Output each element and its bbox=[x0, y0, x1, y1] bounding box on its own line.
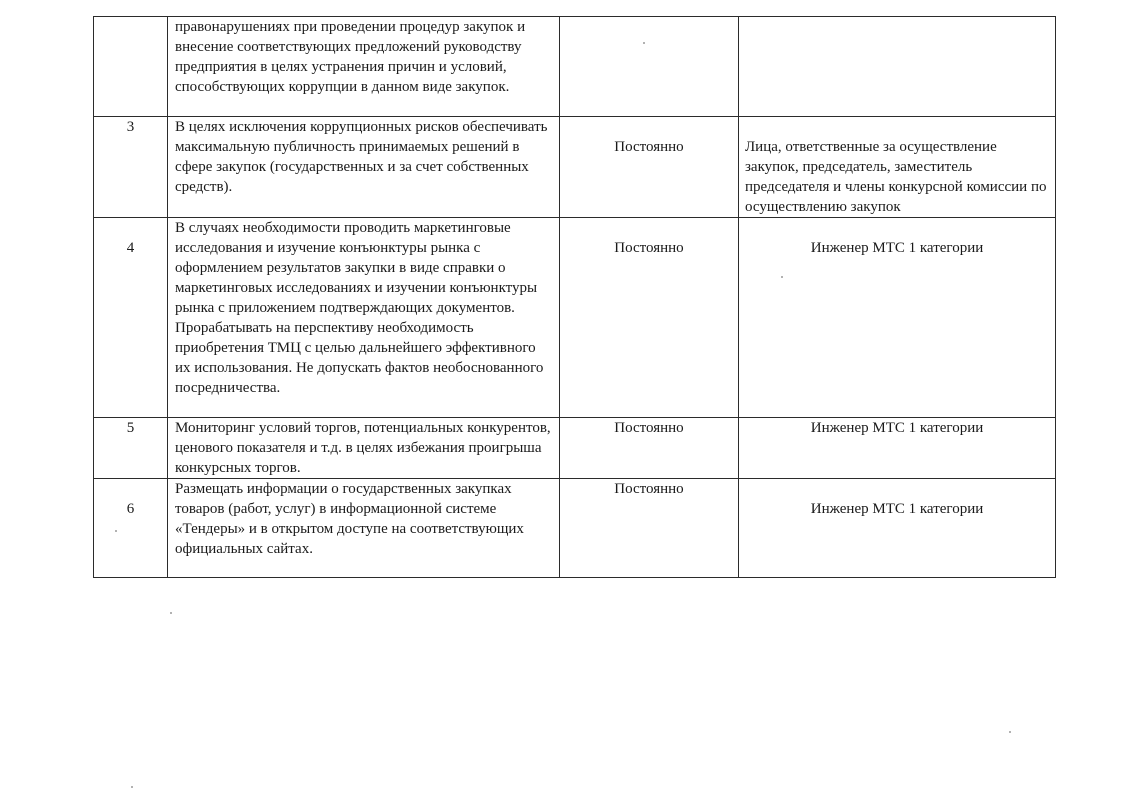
term-text: Постоянно bbox=[614, 420, 684, 436]
term-text: Постоянно bbox=[614, 240, 684, 256]
term-cell bbox=[560, 17, 739, 117]
scan-speck bbox=[170, 612, 172, 614]
responsible-cell bbox=[739, 17, 1056, 117]
scan-speck bbox=[131, 786, 133, 788]
term-cell bbox=[560, 479, 739, 578]
responsible-text: Инженер МТС 1 категории bbox=[810, 420, 984, 436]
measure-description-cell bbox=[168, 479, 560, 578]
table-row bbox=[94, 479, 1056, 578]
measure-description-cell bbox=[168, 117, 560, 218]
term-text: Постоянно bbox=[614, 481, 684, 497]
responsible-text: Лица, ответственные за осуществление закупок, председатель, заместитель председателя и члены конкурсной комиссии по осуществлению закупок bbox=[745, 139, 1047, 215]
scan-speck bbox=[1009, 731, 1011, 733]
responsible-text: Инженер МТС 1 категории bbox=[810, 501, 984, 517]
measure-description-cell bbox=[168, 17, 560, 117]
measure-description: Размещать информации о государственных закупках товаров (работ, услуг) в информационной системе «Тендеры» и в открытом доступе на соответствующих официальных сайтах. bbox=[175, 481, 524, 557]
term-text: Постоянно bbox=[614, 139, 684, 155]
responsible-cell bbox=[739, 418, 1056, 479]
row-number-cell bbox=[94, 117, 168, 218]
row-number: 5 bbox=[126, 420, 135, 436]
row-number-cell bbox=[94, 17, 168, 117]
responsible-cell bbox=[739, 479, 1056, 578]
anticorruption-plan-table bbox=[93, 16, 1056, 578]
term-cell bbox=[560, 418, 739, 479]
scan-speck bbox=[115, 530, 117, 532]
term-cell bbox=[560, 218, 739, 418]
table-row bbox=[94, 117, 1056, 218]
term-text bbox=[560, 17, 738, 37]
row-number: 3 bbox=[126, 119, 135, 135]
row-number-cell bbox=[94, 479, 168, 578]
row-number-cell bbox=[94, 218, 168, 418]
table-row bbox=[94, 418, 1056, 479]
table-row bbox=[94, 17, 1056, 117]
responsible-cell bbox=[739, 117, 1056, 218]
term-cell bbox=[560, 117, 739, 218]
scan-speck bbox=[643, 42, 645, 44]
measure-description: правонарушениях при проведении процедур закупок и внесение соответствующих предложений руководству предприятия в целях устранения причин и условий, способствующих коррупции в данном виде закупок. bbox=[175, 19, 526, 95]
responsible-text: Инженер МТС 1 категории bbox=[810, 240, 984, 256]
measure-description: В целях исключения коррупционных рисков обеспечивать максимальную публичность принимаемых решений в сфере закупок (государственных и за счет собственных средств). bbox=[175, 119, 548, 195]
measure-description: Мониторинг условий торгов, потенциальных конкурентов, ценового показателя и т.д. в целях избежания проигрыша конкурсных торгов. bbox=[175, 420, 551, 476]
responsible-text bbox=[739, 17, 1055, 37]
measure-description: В случаях необходимости проводить маркетинговые исследования и изучение конъюнктуры рынка с оформлением результатов закупки в виде справки о маркетинговых исследованиях и изучении конъюнктуры рынка с приложением подтверждающих документов. Прорабатывать на перспективу необходимость приобретения ТМЦ с целью дальнейшего эффективного их использования. Не допускать фактов необоснованного посредничества. bbox=[175, 220, 544, 396]
measure-description-cell bbox=[168, 218, 560, 418]
row-number: 6 bbox=[126, 501, 135, 517]
row-number-cell bbox=[94, 418, 168, 479]
scan-speck bbox=[781, 276, 783, 278]
measure-description-cell bbox=[168, 418, 560, 479]
table-row bbox=[94, 218, 1056, 418]
responsible-cell bbox=[739, 218, 1056, 418]
row-number: 4 bbox=[126, 240, 135, 256]
